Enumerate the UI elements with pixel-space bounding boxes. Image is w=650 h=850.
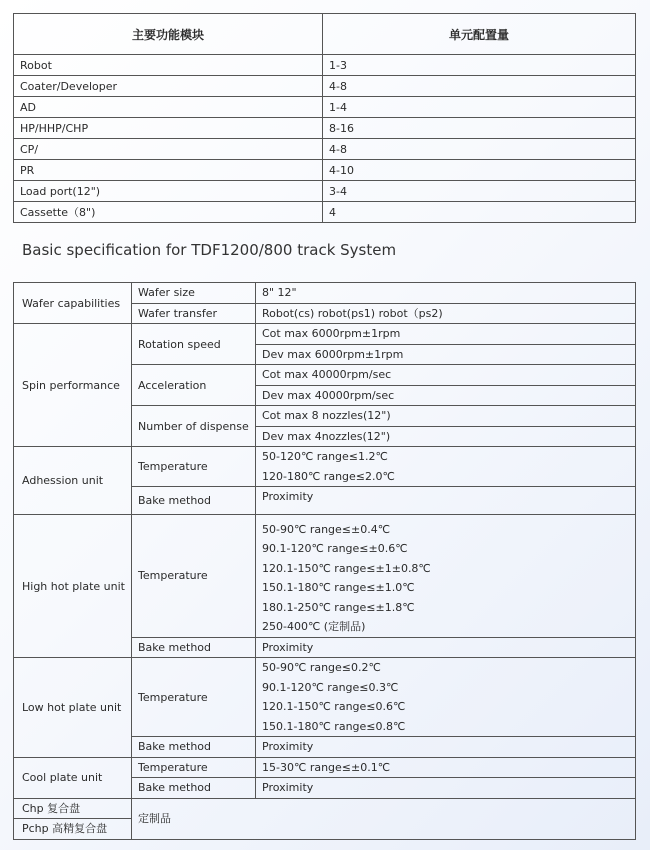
value-low-hot-temp: 120.1-150℃ range≤0.6℃ bbox=[256, 697, 636, 717]
value-high-hot-temp: 250-400℃ (定制品) bbox=[256, 617, 636, 637]
value-low-hot-bake: Proximity bbox=[256, 737, 636, 758]
module-name: PR bbox=[14, 160, 323, 181]
module-name: AD bbox=[14, 97, 323, 118]
table-row bbox=[14, 139, 636, 160]
value-cool-bake: Proximity bbox=[256, 778, 636, 799]
category-cool: Cool plate unit bbox=[14, 757, 132, 798]
module-count: 4-10 bbox=[323, 160, 636, 181]
table-row bbox=[14, 283, 636, 304]
label-low-hot-temp: Temperature bbox=[132, 658, 256, 737]
value-wafer-transfer: Robot(cs) robot(ps1) robot（ps2) bbox=[256, 303, 636, 324]
label-cool-bake: Bake method bbox=[132, 778, 256, 799]
value-adhesion-temp: 50-120℃ range≤1.2℃ bbox=[256, 447, 636, 467]
label-wafer-transfer: Wafer transfer bbox=[132, 303, 256, 324]
value-wafer-size: 8" 12" bbox=[256, 283, 636, 304]
label-cool-temp: Temperature bbox=[132, 757, 256, 778]
module-count: 4-8 bbox=[323, 76, 636, 97]
table-row bbox=[14, 658, 636, 678]
module-name: Robot bbox=[14, 55, 323, 76]
label-dispense: Number of dispense bbox=[132, 406, 256, 447]
value-high-hot-temp: 90.1-120℃ range≤±0.6℃ bbox=[256, 539, 636, 559]
value-low-hot-temp: 150.1-180℃ range≤0.8℃ bbox=[256, 717, 636, 737]
module-count: 1-4 bbox=[323, 97, 636, 118]
table-row bbox=[14, 757, 636, 778]
table-row bbox=[14, 97, 636, 118]
module-table-header bbox=[14, 14, 636, 55]
value-low-hot-temp: 50-90℃ range≤0.2℃ bbox=[256, 658, 636, 678]
category-pchp: Pchp 高精复合盘 bbox=[14, 819, 132, 840]
value-dispense: Cot max 8 nozzles(12") bbox=[256, 406, 636, 427]
value-rotation: Cot max 6000rpm±1rpm bbox=[256, 324, 636, 345]
label-acceleration: Acceleration bbox=[132, 365, 256, 406]
module-count: 4 bbox=[323, 202, 636, 223]
table-row bbox=[14, 76, 636, 97]
module-name: Load port(12") bbox=[14, 181, 323, 202]
value-adhesion-temp: 120-180℃ range≤2.0℃ bbox=[256, 467, 636, 487]
label-rotation: Rotation speed bbox=[132, 324, 256, 365]
table-row bbox=[14, 181, 636, 202]
module-count: 8-16 bbox=[323, 118, 636, 139]
value-adhesion-bake: Proximity bbox=[256, 487, 636, 515]
module-name: Cassette（8") bbox=[14, 202, 323, 223]
label-high-hot-bake: Bake method bbox=[132, 637, 256, 658]
value-low-hot-temp: 90.1-120℃ range≤0.3℃ bbox=[256, 678, 636, 698]
value-cool-temp: 15-30℃ range≤±0.1℃ bbox=[256, 757, 636, 778]
value-chp: 定制品 bbox=[132, 798, 636, 839]
category-adhesion: Adhession unit bbox=[14, 447, 132, 515]
table-row bbox=[14, 55, 636, 76]
category-chp: Chp 复合盘 bbox=[14, 798, 132, 819]
module-count: 1-3 bbox=[323, 55, 636, 76]
table-row bbox=[14, 160, 636, 181]
category-spin: Spin performance bbox=[14, 324, 132, 447]
module-name: CP/ bbox=[14, 139, 323, 160]
label-high-hot-temp: Temperature bbox=[132, 515, 256, 638]
label-adhesion-bake: Bake method bbox=[132, 487, 256, 515]
value-high-hot-temp: 120.1-150℃ range≤±1±0.8℃ bbox=[256, 559, 636, 579]
label-low-hot-bake: Bake method bbox=[132, 737, 256, 758]
table-row bbox=[14, 798, 636, 819]
table-row bbox=[14, 202, 636, 223]
spec-table bbox=[13, 282, 636, 840]
value-rotation: Dev max 6000rpm±1rpm bbox=[256, 344, 636, 365]
table-row bbox=[14, 515, 636, 540]
value-high-hot-temp: 150.1-180℃ range≤±1.0℃ bbox=[256, 578, 636, 598]
module-name: Coater/Developer bbox=[14, 76, 323, 97]
table-row bbox=[14, 324, 636, 345]
module-count: 3-4 bbox=[323, 181, 636, 202]
spec-title: Basic specification for TDF1200/800 track System bbox=[22, 241, 397, 259]
label-adhesion-temp: Temperature bbox=[132, 447, 256, 487]
category-high-hot: High hot plate unit bbox=[14, 515, 132, 658]
value-high-hot-temp: 50-90℃ range≤±0.4℃ bbox=[256, 515, 636, 540]
module-count: 4-8 bbox=[323, 139, 636, 160]
value-dispense: Dev max 4nozzles(12") bbox=[256, 426, 636, 447]
module-name: HP/HHP/CHP bbox=[14, 118, 323, 139]
category-low-hot: Low hot plate unit bbox=[14, 658, 132, 758]
value-acceleration: Dev max 40000rpm/sec bbox=[256, 385, 636, 406]
table-row bbox=[14, 118, 636, 139]
module-config-table bbox=[13, 13, 636, 223]
label-wafer-size: Wafer size bbox=[132, 283, 256, 304]
value-acceleration: Cot max 40000rpm/sec bbox=[256, 365, 636, 386]
category-wafer: Wafer capabilities bbox=[14, 283, 132, 324]
header-config: 单元配置量 bbox=[323, 14, 636, 55]
header-module: 主要功能模块 bbox=[14, 14, 323, 55]
value-high-hot-temp: 180.1-250℃ range≤±1.8℃ bbox=[256, 598, 636, 618]
table-row bbox=[14, 447, 636, 467]
value-high-hot-bake: Proximity bbox=[256, 637, 636, 658]
